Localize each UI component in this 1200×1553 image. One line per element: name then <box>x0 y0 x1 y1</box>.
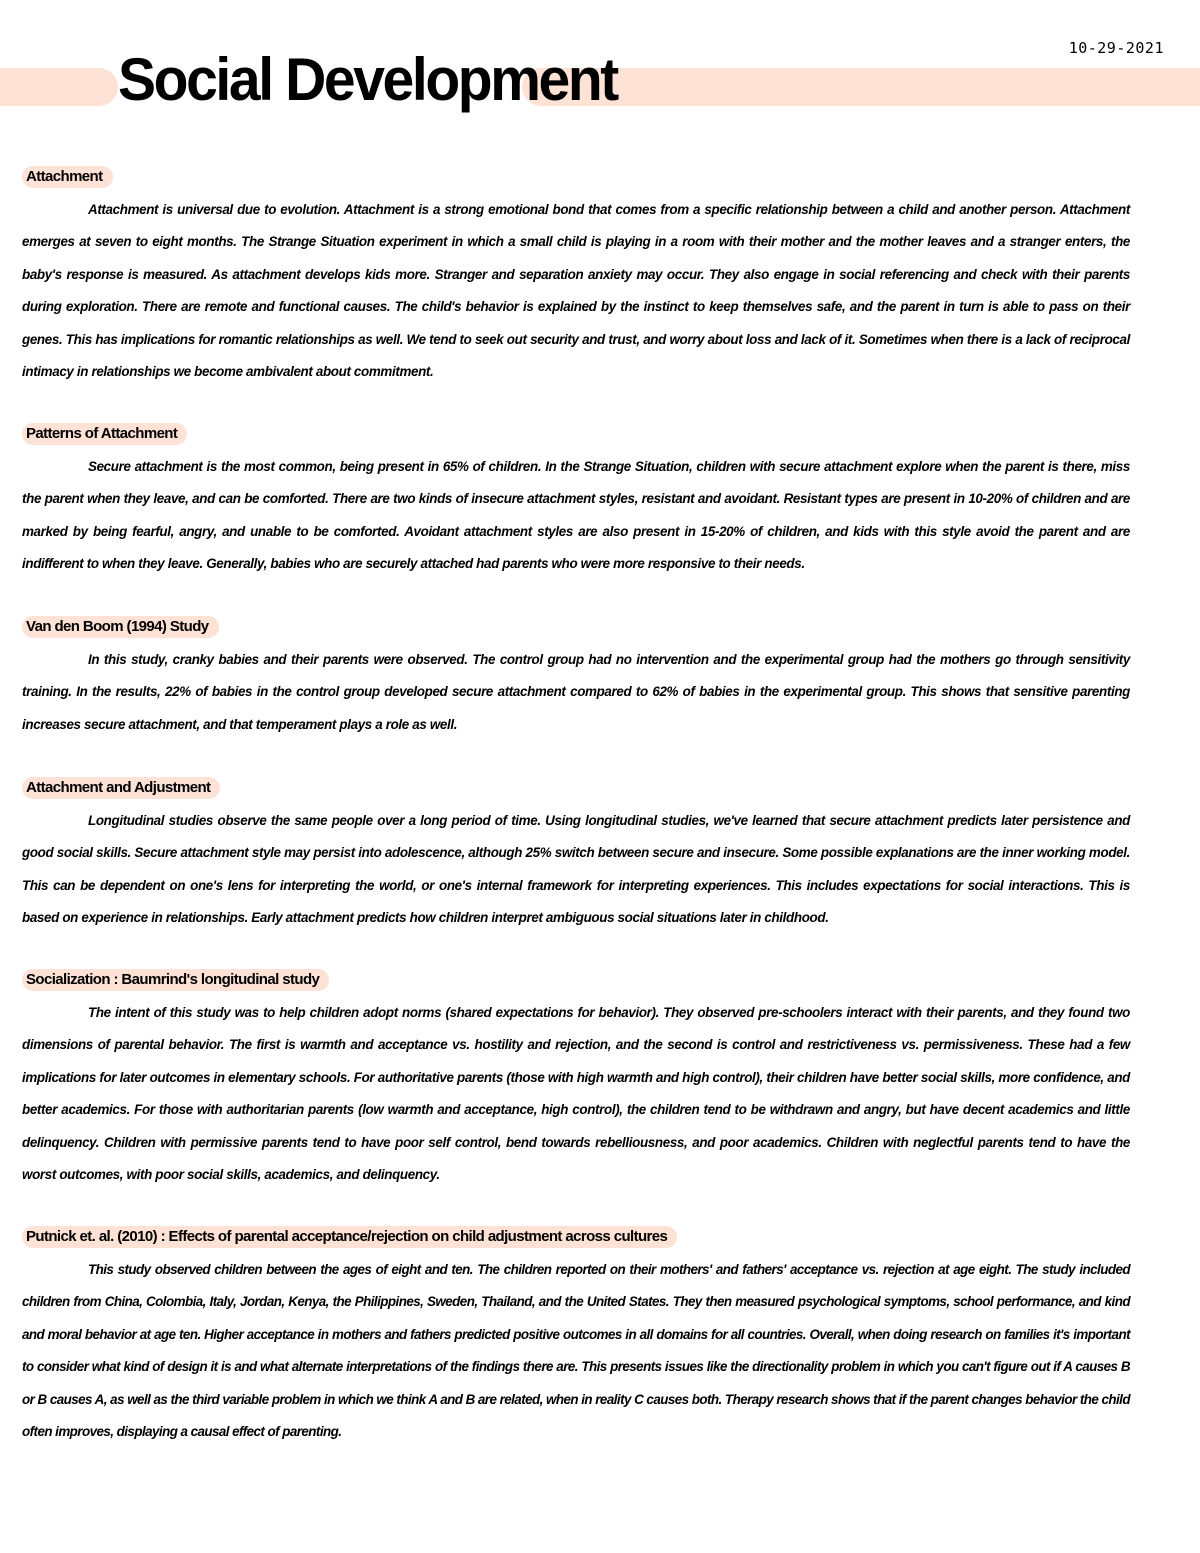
section-body: Secure attachment is the most common, being present in 65% of children. In the Strange Situation, children with secure attachment explore when the parent is there, miss the parent when they leave, and can be comforted. There are two kinds of insecure attachment styles, resistant and avoidant. Resistant types are present in 10-20% of children and are marked by being fearful, angry, and unable to be comforted. Avoidant attachment styles are also present in 15-20% of children, and kids with this style avoid the parent and are indifferent to when they leave. Generally, babies who are securely attached had parents who were more responsive to their needs. <box>22 459 1130 572</box>
section-body: The intent of this study was to help children adopt norms (shared expectations for behavior). They observed pre-schoolers interact with their parents, and they found two dimensions of parental behavior. The first is warmth and acceptance vs. hostility and rejection, and the second is control and restrictiveness vs. permissiveness. These had a few implications for later outcomes in elementary schools. For authoritative parents (those with high warmth and high control), their children have better social skills, more confidence, and better academics. For those with authoritarian parents (low warmth and acceptance, high control), the children tend to be withdrawn and angry, but have decent academics and little delinquency. Children with permissive parents tend to have poor self control, bend towards rebelliousness, and poor academics. Children with neglectful parents tend to have the worst outcomes, with poor social skills, academics, and delinquency. <box>22 1005 1130 1183</box>
section-heading: Putnick et. al. (2010) : Effects of parental acceptance/rejection on child adjustment across cultures <box>22 1226 677 1248</box>
section-heading: Patterns of Attachment <box>22 423 187 445</box>
section-heading: Attachment and Adjustment <box>22 777 220 799</box>
section-socialization-baumrind <box>22 969 1130 1191</box>
section-heading: Socialization : Baumrind's longitudinal study <box>22 969 329 991</box>
section-van-den-boom-study <box>22 616 1130 741</box>
title-highlight-left <box>0 68 118 106</box>
section-heading: Van den Boom (1994) Study <box>22 616 219 638</box>
section-body: Longitudinal studies observe the same people over a long period of time. Using longitudinal studies, we've learned that secure attachment predicts later persistence and good social skills. Secure attachment style may persist into adolescence, although 25% switch between secure and insecure. Some possible explanations are the inner working model. This can be dependent on one's lens for interpreting the world, or one's internal framework for interpreting experiences. This includes expectations for social interactions. This is based on experience in relationships. Early attachment predicts how children interpret ambiguous social situations later in childhood. <box>22 813 1130 926</box>
section-attachment <box>22 166 1130 388</box>
page-title: Social Development <box>118 46 617 113</box>
section-attachment-and-adjustment <box>22 777 1130 935</box>
section-body: In this study, cranky babies and their parents were observed. The control group had no intervention and the experimental group had the mothers go through sensitivity training. In the results, 22% of babies in the control group developed secure attachment compared to 62% of babies in the experimental group. This shows that sensitive parenting increases secure attachment, and that temperament plays a role as well. <box>22 652 1130 732</box>
section-heading: Attachment <box>22 166 113 188</box>
section-body: This study observed children between the ages of eight and ten. The children reported on their mothers' and fathers' acceptance vs. rejection at age eight. The study included children from China, Colombia, Italy, Jordan, Kenya, the Philippines, Sweden, Thailand, and the United States. They then measured psychological symptoms, school performance, and kind and moral behavior at age ten. Higher acceptance in mothers and fathers predicted positive outcomes in all domains for all countries. Overall, when doing research on families it's important to consider what kind of design it is and what alternate interpretations of the findings there are. This presents issues like the directionality problem in which you can't figure out if A causes B or B causes A, as well as the third variable problem in which we think A and B are related, when in reality C causes both. Therapy research shows that if the parent changes behavior the child often improves, displaying a causal effect of parenting. <box>22 1262 1130 1440</box>
section-body: Attachment is universal due to evolution. Attachment is a strong emotional bond that comes from a specific relationship between a child and another person. Attachment emerges at seven to eight months. The Strange Situation experiment in which a small child is playing in a room with their mother and the mother leaves and a stranger enters, the baby's response is measured. As attachment develops kids more. Stranger and separation anxiety may occur. They also engage in social referencing and check with their parents during exploration. There are remote and functional causes. The child's behavior is explained by the instinct to keep themselves safe, and the parent in turn is able to pass on their genes. This has implications for romantic relationships as well. We tend to seek out security and trust, and worry about loss and lack of it. Sometimes when there is a lack of reciprocal intimacy in relationships we become ambivalent about commitment. <box>22 202 1130 380</box>
section-putnick-study <box>22 1226 1130 1448</box>
title-highlight-right <box>522 68 1200 106</box>
section-patterns-of-attachment <box>22 423 1130 581</box>
date-label: 10-29-2021 <box>1068 39 1164 57</box>
